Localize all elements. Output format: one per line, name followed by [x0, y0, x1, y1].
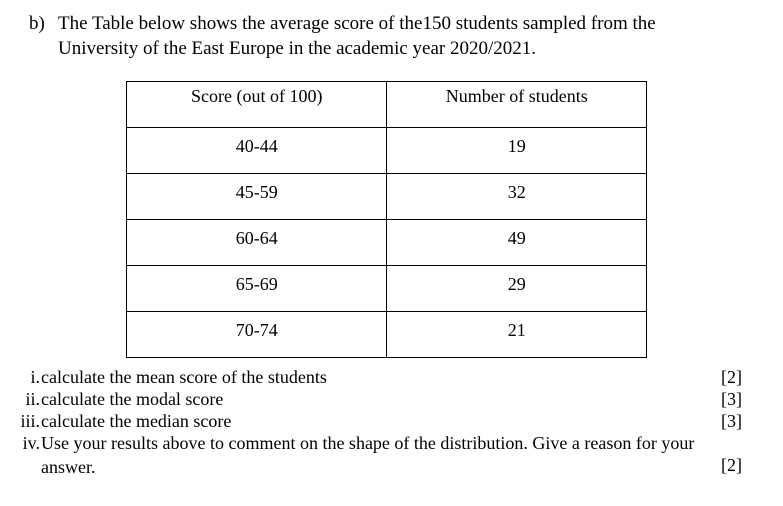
count-cell: 19 [387, 128, 647, 174]
table-header-row [127, 82, 647, 128]
sub-question-number: iii. [20, 411, 40, 431]
sub-question-number: ii. [25, 389, 40, 409]
sub-question-number: iv. [22, 433, 40, 453]
count-cell: 49 [387, 220, 647, 266]
sub-question-text: calculate the mean score of the students [41, 367, 327, 387]
score-cell: 45-59 [127, 174, 387, 220]
sub-question-iii [8, 410, 770, 432]
table-row [127, 312, 647, 358]
sub-question-text: calculate the modal score [41, 389, 224, 409]
score-cell: 65-69 [127, 266, 387, 312]
table-row [127, 220, 647, 266]
header-number-of-students: Number of students [387, 82, 647, 128]
intro-line-2: University of the East Europe in the academic year 2020/2021. [58, 38, 537, 59]
sub-question-i [8, 366, 770, 388]
table-row [127, 266, 647, 312]
table-row [127, 174, 647, 220]
question-intro [29, 11, 769, 61]
marks-label: [3] [721, 411, 742, 431]
table-row [127, 128, 647, 174]
header-score: Score (out of 100) [127, 82, 387, 128]
sub-question-number: i. [30, 367, 40, 387]
score-cell: 40-44 [127, 128, 387, 174]
count-cell: 21 [387, 312, 647, 358]
intro-line-1: The Table below shows the average score of the150 students sampled from the [58, 13, 656, 34]
sub-question-iv-continuation [8, 454, 770, 478]
score-table [126, 81, 647, 358]
score-cell: 70-74 [127, 312, 387, 358]
sub-question-text: calculate the median score [41, 411, 232, 431]
marks-label: [3] [721, 389, 742, 409]
count-cell: 32 [387, 174, 647, 220]
count-cell: 29 [387, 266, 647, 312]
marks-label: [2] [721, 367, 742, 387]
sub-question-text: Use your results above to comment on the shape of the distribution. Give a reason for your [41, 433, 695, 453]
sub-questions [8, 366, 770, 478]
question-label: b) [29, 13, 45, 34]
sub-question-iv [8, 432, 770, 454]
score-cell: 60-64 [127, 220, 387, 266]
sub-question-ii [8, 388, 770, 410]
sub-question-continuation-text: answer. [41, 457, 96, 477]
marks-label: [2] [721, 455, 742, 475]
